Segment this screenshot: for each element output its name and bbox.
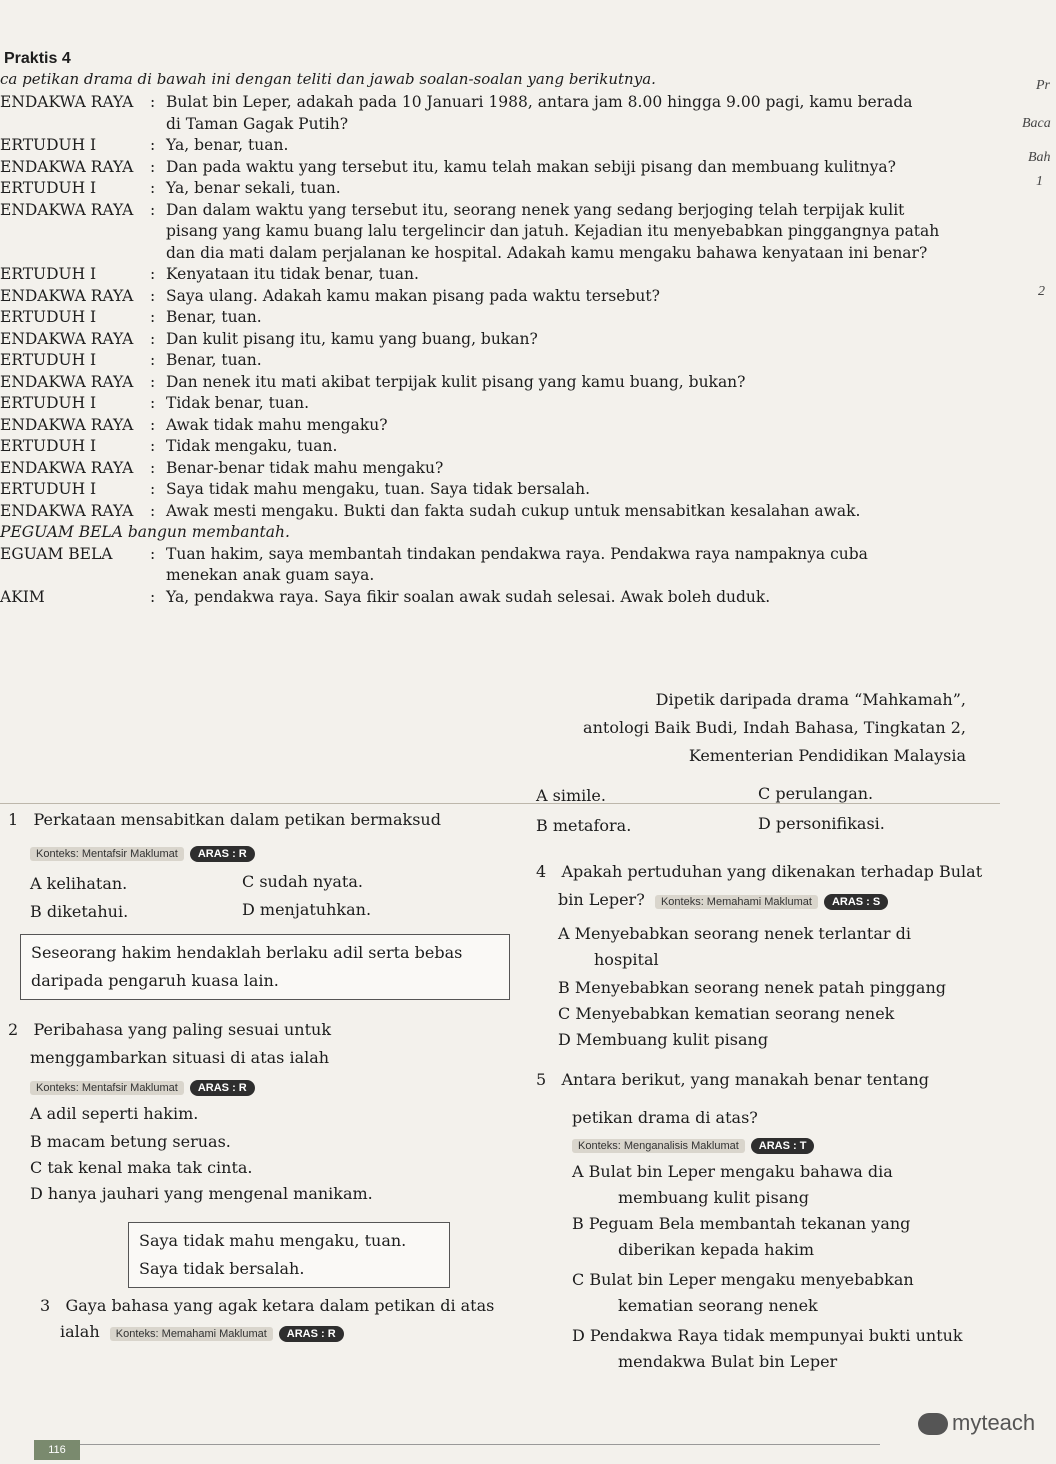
instruction: ca petikan drama di bawah ini dengan teliti dan jawab soalan-soalan yang berikutnya. xyxy=(0,70,656,88)
dialogue-text: Ya, benar sekali, tuan. xyxy=(166,179,341,197)
speaker-name: ENDAKWA RAYA xyxy=(0,372,134,391)
option[interactable]: B metafora. xyxy=(536,816,632,835)
publisher-logo xyxy=(918,1410,1035,1436)
question-text: ialah xyxy=(60,1322,100,1341)
speaker-colon: : xyxy=(150,136,156,154)
dialogue-line xyxy=(0,393,1000,415)
dialogue-line xyxy=(0,178,1000,200)
dialogue-line xyxy=(0,221,1000,243)
dialogue-line xyxy=(0,114,1000,136)
question-4 xyxy=(536,862,982,881)
option[interactable]: A adil seperti hakim. xyxy=(30,1104,199,1123)
option[interactable]: B Menyebabkan seorang nenek patah pinggang xyxy=(558,978,946,997)
option[interactable]: C Bulat bin Leper mengaku menyebabkan xyxy=(572,1270,914,1289)
context-tag-row xyxy=(30,1076,255,1096)
dialogue-text: di Taman Gagak Putih? xyxy=(166,114,349,133)
question-number: 3 xyxy=(40,1296,51,1315)
speaker-colon: : xyxy=(150,415,156,434)
question-number: 4 xyxy=(536,862,547,881)
speaker-colon: : xyxy=(150,351,156,369)
question-text: Apakah pertuduhan yang dikenakan terhadap Bulat xyxy=(561,862,983,881)
edge-fragment: Pr xyxy=(1036,78,1050,93)
dialogue-line xyxy=(0,92,1000,114)
speaker-colon: : xyxy=(150,200,156,219)
dialogue-text: dan dia mati dalam perjalanan ke hospital. Adakah kamu mengaku bahawa kenyataan ini benar? xyxy=(166,243,928,262)
dialogue-text: Bulat bin Leper, adakah pada 10 Januari 1988, antara jam 8.00 hingga 9.00 pagi, kamu berada xyxy=(166,93,913,111)
speaker-colon: : xyxy=(150,587,156,606)
dialogue-text: Dan nenek itu mati akibat terpijak kulit pisang yang kamu buang, bukan? xyxy=(166,372,746,391)
option[interactable]: A Bulat bin Leper mengaku bahawa dia xyxy=(572,1162,893,1181)
dialogue-line xyxy=(0,436,1000,458)
dialogue-text: Dan pada waktu yang tersebut itu, kamu telah makan sebiji pisang dan membuang kulitnya? xyxy=(166,157,896,176)
quote-line: Saya tidak mahu mengaku, tuan. xyxy=(139,1231,407,1250)
context-tag-row xyxy=(572,1134,814,1154)
question-text: petikan drama di atas? xyxy=(572,1108,758,1127)
dialogue-line xyxy=(0,479,1000,501)
dialogue-line xyxy=(0,286,1000,308)
logo-icon xyxy=(918,1413,948,1435)
speaker-name: ENDAKWA RAYA xyxy=(0,329,134,348)
aras-badge: ARAS : R xyxy=(190,846,255,862)
dialogue-line xyxy=(0,329,1000,351)
dialogue-line xyxy=(0,157,1000,179)
speaker-name: ERTUDUH I xyxy=(0,308,97,326)
dialogue-line xyxy=(0,565,1000,587)
speaker-name: ENDAKWA RAYA xyxy=(0,501,134,520)
dialogue-text: Benar, tuan. xyxy=(166,308,262,326)
option[interactable]: B diketahui. xyxy=(30,902,129,921)
speaker-colon: : xyxy=(150,286,156,305)
dialogue-text: Dan dalam waktu yang tersebut itu, seorang nenek yang sedang berjoging telah terpijak kulit xyxy=(166,200,905,219)
dialogue-line xyxy=(0,307,1000,329)
speaker-colon: : xyxy=(150,437,156,455)
praktis-heading: Praktis 4 xyxy=(4,50,71,67)
speaker-name: ERTUDUH I xyxy=(0,394,97,412)
speaker-name: ERTUDUH I xyxy=(0,179,97,197)
speaker-colon: : xyxy=(150,308,156,326)
speaker-name: ENDAKWA RAYA xyxy=(0,157,134,176)
option[interactable]: A Menyebabkan seorang nenek terlantar di xyxy=(558,924,911,943)
option[interactable]: C perulangan. xyxy=(758,784,874,803)
speaker-name: ERTUDUH I xyxy=(0,265,97,283)
aras-badge: ARAS : T xyxy=(751,1138,815,1154)
dialogue-text: Ya, pendakwa raya. Saya fikir soalan awak sudah selesai. Awak boleh duduk. xyxy=(166,587,771,606)
drama-excerpt xyxy=(0,92,1000,608)
speaker-name: ENDAKWA RAYA xyxy=(0,458,134,477)
question-text: menggambarkan situasi di atas ialah xyxy=(30,1048,330,1067)
aras-badge: ARAS : R xyxy=(279,1326,344,1342)
option-continuation: mendakwa Bulat bin Leper xyxy=(618,1352,838,1371)
dialogue-text: Saya ulang. Adakah kamu makan pisang pada waktu tersebut? xyxy=(166,286,660,305)
dialogue-text: pisang yang kamu buang lalu tergelincir dan jatuh. Kejadian itu menyebabkan pinggangnya patah xyxy=(166,222,940,240)
speaker-name: EGUAM BELA xyxy=(0,544,113,563)
edge-fragment: 2 xyxy=(1038,284,1045,299)
question-text: Antara berikut, yang manakah benar tentang xyxy=(561,1070,930,1089)
source-line: Kementerian Pendidikan Malaysia xyxy=(688,746,966,765)
speaker-name: AKIM xyxy=(0,587,45,606)
context-tag: Konteks: Mentafsir Maklumat xyxy=(30,1081,184,1095)
dialogue-text: Benar-benar tidak mahu mengaku? xyxy=(166,458,444,477)
option-continuation: membuang kulit pisang xyxy=(618,1188,809,1207)
dialogue-text: Saya tidak mahu mengaku, tuan. Saya tidak bersalah. xyxy=(166,480,591,498)
speaker-colon: : xyxy=(150,93,156,111)
context-tag: Konteks: Memahami Maklumat xyxy=(655,895,818,909)
speaker-colon: : xyxy=(150,157,156,176)
dialogue-text: Tuan hakim, saya membantah tindakan pendakwa raya. Pendakwa raya nampaknya cuba xyxy=(166,544,868,563)
speaker-colon: : xyxy=(150,501,156,520)
dialogue-line xyxy=(0,350,1000,372)
option[interactable]: D Pendakwa Raya tidak mempunyai bukti untuk xyxy=(572,1326,963,1345)
dialogue-line xyxy=(0,544,1000,566)
speaker-name: ENDAKWA RAYA xyxy=(0,200,134,219)
dialogue-text: menekan anak guam saya. xyxy=(166,566,375,584)
question-1 xyxy=(8,810,441,829)
dialogue-line xyxy=(0,415,1000,437)
dialogue-line xyxy=(0,587,1000,609)
option[interactable]: B macam betung seruas. xyxy=(30,1132,231,1151)
dialogue-line xyxy=(0,200,1000,222)
option-continuation: kematian seorang nenek xyxy=(618,1296,818,1315)
question-text: Perkataan mensabitkan dalam petikan bermaksud xyxy=(33,810,441,829)
speaker-colon: : xyxy=(150,480,156,498)
speaker-colon: : xyxy=(150,265,156,283)
dialogue-line xyxy=(0,135,1000,157)
dialogue-text: Benar, tuan. xyxy=(166,351,262,369)
option[interactable]: C tak kenal maka tak cinta. xyxy=(30,1158,253,1177)
speaker-name: ENDAKWA RAYA xyxy=(0,286,134,305)
question-text: bin Leper? xyxy=(558,890,645,909)
option-continuation: diberikan kepada hakim xyxy=(618,1240,815,1259)
option[interactable]: D menjatuhkan. xyxy=(242,900,372,919)
context-tag: Konteks: Menganalisis Maklumat xyxy=(572,1139,745,1153)
speaker-colon: : xyxy=(150,329,156,348)
edge-fragment: 1 xyxy=(1036,174,1043,189)
question-5 xyxy=(536,1070,929,1089)
context-tag-row xyxy=(558,890,888,910)
speaker-name: ERTUDUH I xyxy=(0,480,97,498)
option[interactable]: C sudah nyata. xyxy=(242,872,363,891)
option[interactable]: A kelihatan. xyxy=(30,874,128,893)
aras-badge: ARAS : S xyxy=(824,894,888,910)
dialogue-line xyxy=(0,264,1000,286)
dialogue-text: Dan kulit pisang itu, kamu yang buang, bukan? xyxy=(166,329,538,348)
dialogue-line xyxy=(0,243,1000,265)
dialogue-text: PEGUAM BELA bangun membantah. xyxy=(0,523,290,541)
dialogue-line xyxy=(0,372,1000,394)
context-tag: Konteks: Memahami Maklumat xyxy=(110,1327,273,1341)
page-number: 116 xyxy=(34,1440,80,1460)
aras-badge: ARAS : R xyxy=(190,1080,255,1096)
edge-fragment: Baca xyxy=(1022,116,1051,131)
question-number: 2 xyxy=(8,1020,19,1039)
statement-box: Seseorang hakim hendaklah berlaku adil serta bebas daripada pengaruh kuasa lain. xyxy=(20,934,510,1000)
quote-box xyxy=(128,1222,450,1288)
dialogue-text: Tidak benar, tuan. xyxy=(166,394,310,412)
source-line: antologi Baik Budi, Indah Bahasa, Tingkatan 2, xyxy=(583,718,966,737)
dialogue-text: Tidak mengaku, tuan. xyxy=(166,437,338,455)
speaker-name: ERTUDUH I xyxy=(0,437,97,455)
question-number: 5 xyxy=(536,1070,547,1089)
speaker-name: ERTUDUH I xyxy=(0,136,97,154)
speaker-colon: : xyxy=(150,394,156,412)
dialogue-line xyxy=(0,501,1000,523)
option[interactable]: D personifikasi. xyxy=(758,814,885,833)
source-line: Dipetik daripada drama “Mahkamah”, xyxy=(655,690,966,709)
speaker-colon: : xyxy=(150,372,156,391)
dialogue-line xyxy=(0,458,1000,480)
quote-line: Saya tidak bersalah. xyxy=(139,1259,305,1278)
speaker-colon: : xyxy=(150,544,156,563)
speaker-name: ENDAKWA RAYA xyxy=(0,93,134,111)
speaker-colon: : xyxy=(150,458,156,477)
footer-rule xyxy=(80,1444,880,1445)
speaker-name: ENDAKWA RAYA xyxy=(0,415,134,434)
source-citation xyxy=(583,686,966,770)
question-2 xyxy=(8,1020,331,1039)
option[interactable]: A simile. xyxy=(536,786,606,805)
option[interactable]: C Menyebabkan kematian seorang nenek xyxy=(558,1004,895,1023)
option-continuation: hospital xyxy=(594,950,659,969)
context-tag: Konteks: Mentafsir Maklumat xyxy=(30,847,184,861)
edge-fragment: Bah xyxy=(1028,150,1051,165)
dialogue-text: Ya, benar, tuan. xyxy=(166,136,289,154)
question-text: Peribahasa yang paling sesuai untuk xyxy=(33,1020,332,1039)
dialogue-text: Kenyataan itu tidak benar, tuan. xyxy=(166,265,419,283)
speaker-colon: : xyxy=(150,179,156,197)
logo-text: myteach xyxy=(952,1410,1036,1435)
divider xyxy=(0,803,1000,804)
option[interactable]: D hanya jauhari yang mengenal manikam. xyxy=(30,1184,373,1203)
question-number: 1 xyxy=(8,810,19,829)
speaker-name: ERTUDUH I xyxy=(0,351,97,369)
dialogue-text: Awak mesti mengaku. Bukti dan fakta sudah cukup untuk mensabitkan kesalahan awak. xyxy=(166,501,861,520)
question-3 xyxy=(40,1296,494,1315)
dialogue-line xyxy=(0,522,1000,544)
context-tag-row xyxy=(60,1322,344,1342)
option[interactable]: D Membuang kulit pisang xyxy=(558,1030,769,1049)
dialogue-text: Awak tidak mahu mengaku? xyxy=(166,415,388,434)
option[interactable]: B Peguam Bela membantah tekanan yang xyxy=(572,1214,911,1233)
context-tag-row xyxy=(30,842,255,862)
question-text: Gaya bahasa yang agak ketara dalam petikan di atas xyxy=(65,1296,495,1315)
